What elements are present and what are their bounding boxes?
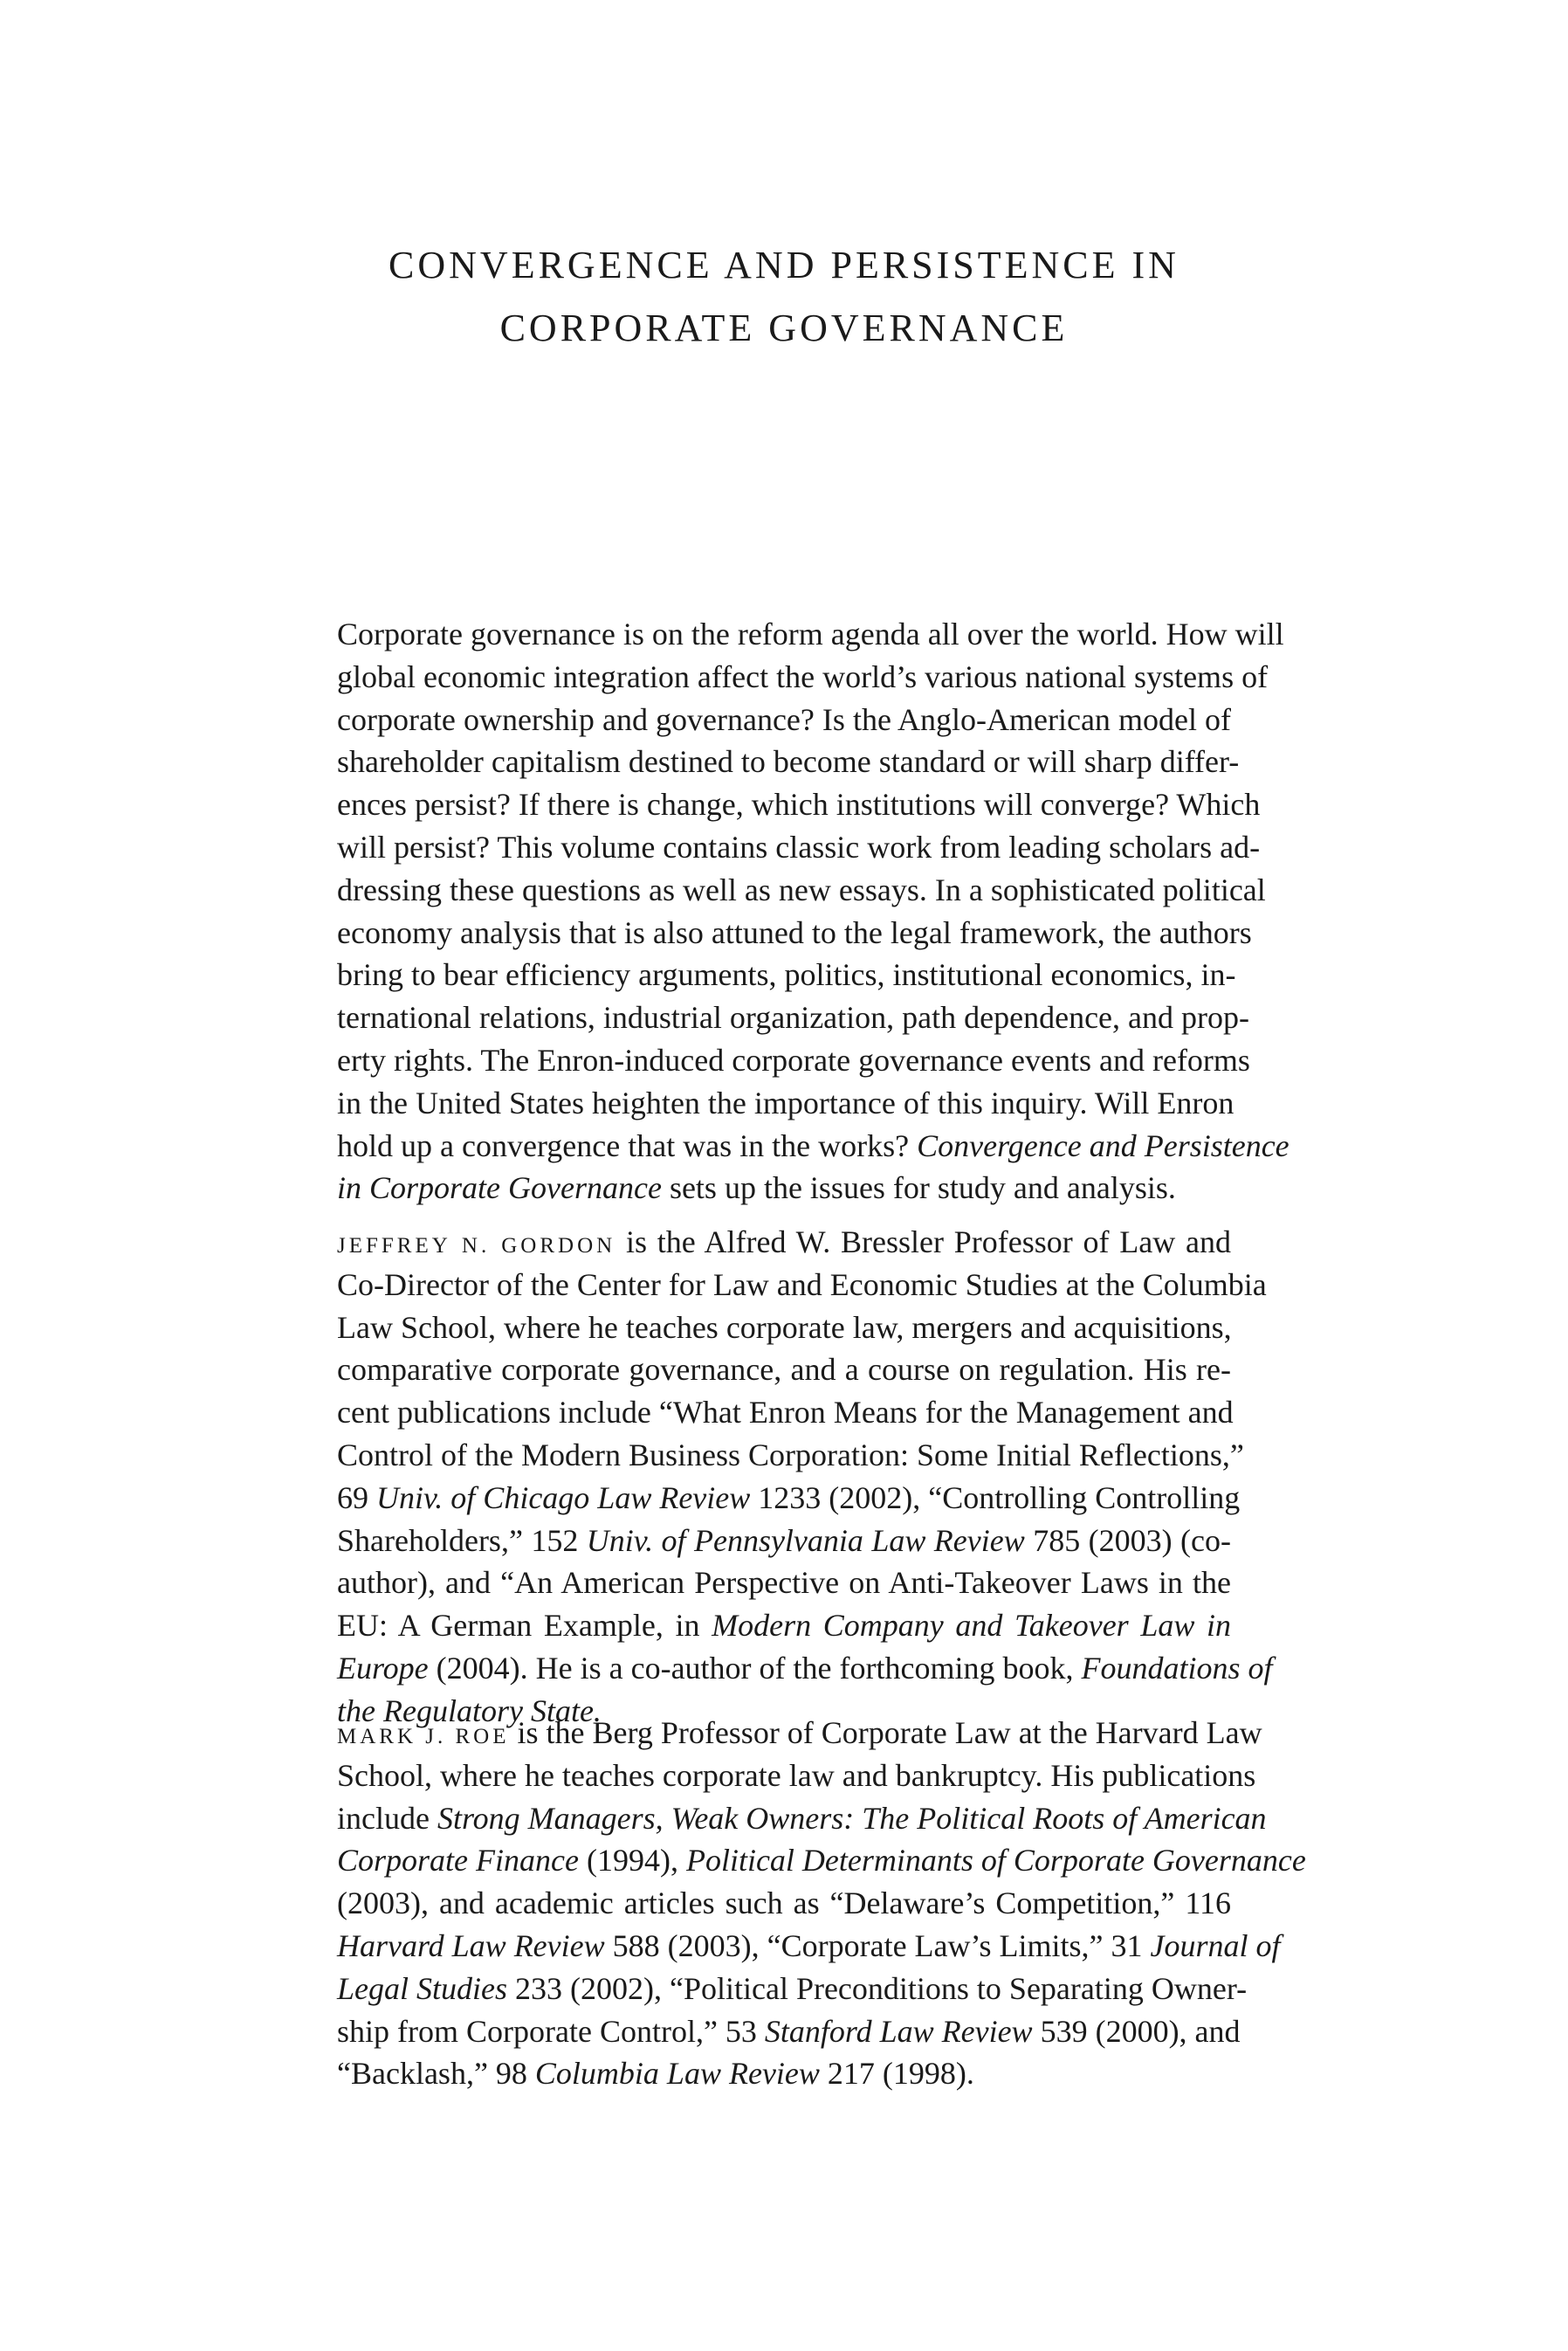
bio-line [337, 1968, 1248, 2010]
bio-line [337, 1221, 1231, 1264]
bio-line [337, 1477, 1241, 1520]
author-name: JEFFREY N. GORDON [337, 1234, 616, 1258]
journal-title: Stanford Law Review [764, 2013, 1033, 2049]
title-line-2: CORPORATE GOVERNANCE [499, 307, 1069, 349]
journal-title: Harvard Law Review [337, 1927, 605, 1963]
bio-line [337, 1797, 1267, 1840]
bio-line [337, 1712, 1262, 1755]
bio-line [337, 2010, 1241, 2053]
bio-text: (1994), [586, 1843, 678, 1879]
description-line: corporate ownership and governance? Is the Anglo-American model of [337, 701, 1231, 737]
description-line: economy analysis that is also attuned to the legal framework, the authors [337, 914, 1252, 950]
bio-line [337, 1647, 1273, 1690]
description-line: ternational relations, industrial organization, path dependence, and prop- [337, 1000, 1249, 1036]
description-line: shareholder capitalism destined to become standard or will sharp differ- [337, 744, 1240, 780]
description-text: hold up a convergence that was in the works? [337, 1127, 910, 1163]
bio-line [337, 1520, 1231, 1562]
bio-line [337, 1604, 1231, 1647]
journal-title: Columbia Law Review [534, 2056, 820, 2092]
bio-text: Shareholders,” 152 [337, 1522, 579, 1558]
description-line: in the United States heighten the importance of this inquiry. Will Enron [337, 1085, 1234, 1120]
bio-line: School, where he teaches corporate law and bankruptcy. His publications [337, 1757, 1256, 1793]
description-line: Corporate governance is on the reform agenda all over the world. How will [337, 617, 1284, 652]
page-title [175, 234, 1393, 360]
description-line: erty rights. The Enron-induced corporate governance events and reforms [337, 1042, 1250, 1078]
journal-title: Legal Studies [337, 1970, 507, 2006]
bio-line [337, 2052, 1231, 2095]
description-line: ences persist? If there is change, which institutions will converge? Which [337, 787, 1261, 823]
author-bio-roe [337, 1712, 1306, 2095]
book-title: Europe [337, 1650, 429, 1686]
bio-text: 69 [337, 1479, 368, 1515]
bio-text: include [337, 1800, 430, 1836]
description-line [337, 1125, 1289, 1168]
bio-text: is the Berg Professor of Corporate Law at the Harvard Law [517, 1715, 1262, 1750]
bio-text: ship from Corporate Control,” 53 [337, 2013, 757, 2049]
description-line [337, 1167, 1231, 1210]
book-title: Political Determinants of Corporate Governance [685, 1843, 1306, 1879]
bio-line: Law School, where he teaches corporate law, mergers and acquisitions, [337, 1309, 1232, 1345]
title-line-1: CONVERGENCE AND PERSISTENCE IN [389, 244, 1179, 286]
book-title-italic: in Corporate Governance [337, 1170, 662, 1206]
bio-line: comparative corporate governance, and a course on regulation. His re- [337, 1352, 1231, 1388]
book-title-italic: Convergence and Persistence [917, 1127, 1289, 1163]
author-name: MARK J. ROE [337, 1725, 510, 1748]
bio-line: (2003), and academic articles such as “Delaware’s Competition,” 116 [337, 1886, 1231, 1921]
book-title: Modern Company and Takeover Law in [712, 1608, 1232, 1644]
bio-line [337, 1839, 1306, 1882]
journal-title: Univ. of Pennsylvania Law Review [586, 1522, 1025, 1558]
journal-title: Univ. of Chicago Law Review [376, 1479, 751, 1515]
description-line: dressing these questions as well as new essays. In a sophisticated political [337, 872, 1266, 907]
book-title: Corporate Finance [337, 1843, 579, 1879]
description-line: global economic integration affect the world’s various national systems of [337, 658, 1269, 694]
bio-text: 233 (2002), “Political Preconditions to Separating Owner- [515, 1970, 1248, 2006]
description-text: sets up the issues for study and analysis. [669, 1170, 1176, 1206]
bio-text: 588 (2003), “Corporate Law’s Limits,” 31 [612, 1927, 1143, 1963]
description-line: bring to bear efficiency arguments, politics, institutional economics, in- [337, 957, 1236, 993]
book-description [337, 613, 1289, 1210]
bio-line: author), and “An American Perspective on Anti-Takeover Laws in the [337, 1565, 1231, 1601]
bio-text: 217 (1998). [827, 2056, 974, 2092]
journal-title: Journal of [1150, 1927, 1281, 1963]
bio-text: is the Alfred W. Bressler Professor of Law and [625, 1224, 1232, 1259]
description-line: will persist? This volume contains classic work from leading scholars ad- [337, 829, 1261, 865]
book-title: the Regulatory State. [337, 1693, 602, 1728]
bio-line: cent publications include “What Enron Means for the Management and [337, 1395, 1234, 1431]
bio-text: 785 (2003) (co- [1033, 1522, 1231, 1558]
book-title: Foundations of [1081, 1650, 1273, 1686]
bio-line [337, 1925, 1281, 1968]
bio-text: (2004). He is a co-author of the forthcoming book, [436, 1650, 1074, 1686]
book-title: Strong Managers, Weak Owners: The Political Roots of American [437, 1800, 1267, 1836]
bio-text: 1233 (2002), “Controlling Controlling [758, 1479, 1241, 1515]
bio-line: Co-Director of the Center for Law and Economic Studies at the Columbia [337, 1266, 1267, 1302]
bio-line: Control of the Modern Business Corporation: Some Initial Reflections,” [337, 1437, 1244, 1472]
bio-text: 539 (2000), and [1040, 2013, 1241, 2049]
bio-text: EU: A German Example, in [337, 1608, 700, 1644]
bio-text: “Backlash,” 98 [337, 2056, 527, 2092]
